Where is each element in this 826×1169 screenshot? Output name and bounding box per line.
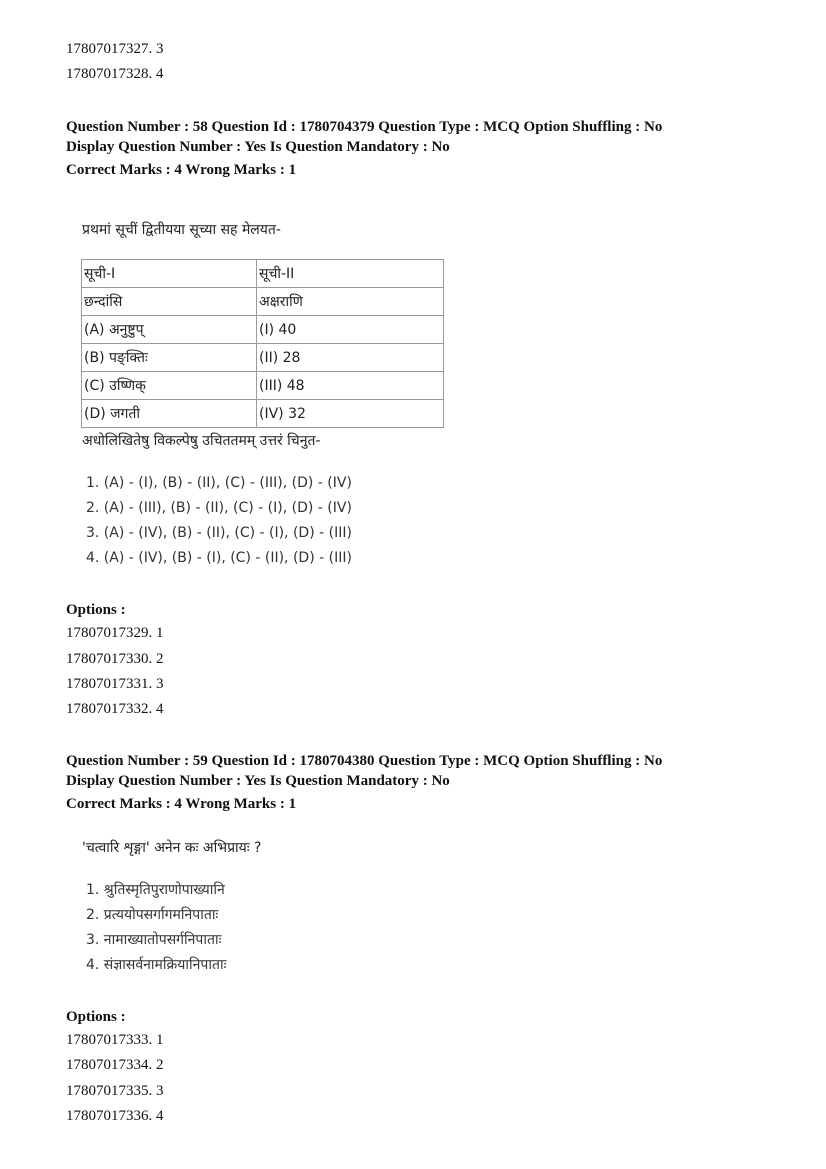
option-row (66, 1083, 164, 1100)
question-58-display-line: Display Question Number : Yes Is Question Mandatory : No (66, 139, 450, 155)
option-id: 17807017328. (66, 66, 153, 82)
option-id: 17807017333. (66, 1032, 153, 1048)
options-label: Options : (66, 602, 126, 618)
option-id: 17807017330. (66, 651, 153, 667)
option-number: 1 (156, 625, 164, 641)
answer-choice: 4. संज्ञासर्वनामक्रियानिपाताः (86, 957, 227, 973)
option-row (66, 41, 164, 58)
table-row (82, 260, 444, 288)
options-label: Options : (66, 1009, 126, 1025)
table-cell: (B) पङ्क्तिः (82, 344, 257, 372)
option-id: 17807017334. (66, 1057, 153, 1073)
option-row (66, 1032, 164, 1049)
question-58-instruction: अधोलिखितेषु विकल्पेषु उचिततमम् उत्तरं चिनुत- (82, 433, 321, 449)
question-59-header: Question Number : 59 Question Id : 1780704380 Question Type : MCQ Option Shuffling : No (66, 753, 663, 769)
table-cell: (I) 40 (257, 316, 444, 344)
table-cell: सूची-I (82, 260, 257, 288)
option-number: 3 (156, 41, 164, 57)
answer-choice: 1. श्रुतिस्मृतिपुराणोपाख्यानि (86, 882, 225, 898)
table-cell: (A) अनुष्टुप् (82, 316, 257, 344)
question-58-prompt: प्रथमां सूचीं द्वितीयया सूच्या सह मेलयत- (82, 222, 281, 238)
question-59-prompt: 'चत्वारि शृङ्गा' अनेन कः अभिप्रायः ? (82, 840, 262, 856)
option-number: 2 (156, 1057, 164, 1073)
question-59-marks: Correct Marks : 4 Wrong Marks : 1 (66, 796, 297, 812)
table-cell: अक्षराणि (257, 288, 444, 316)
table-cell: छन्दांसि (82, 288, 257, 316)
option-id: 17807017335. (66, 1083, 153, 1099)
option-row (66, 625, 164, 642)
option-id: 17807017332. (66, 701, 153, 717)
option-number: 2 (156, 651, 164, 667)
option-number: 3 (156, 676, 164, 692)
option-row (66, 1057, 164, 1074)
table-row (82, 316, 444, 344)
table-row (82, 372, 444, 400)
option-number: 4 (156, 701, 164, 717)
question-58-header: Question Number : 58 Question Id : 1780704379 Question Type : MCQ Option Shuffling : No (66, 119, 663, 135)
option-row (66, 676, 164, 693)
table-cell: (D) जगती (82, 400, 257, 428)
option-number: 4 (156, 1108, 164, 1124)
match-table (81, 259, 444, 428)
table-cell: सूची-II (257, 260, 444, 288)
option-id: 17807017336. (66, 1108, 153, 1124)
answer-choice: 3. नामाख्यातोपसर्गनिपाताः (86, 932, 222, 948)
option-row (66, 701, 164, 718)
option-number: 1 (156, 1032, 164, 1048)
table-cell: (II) 28 (257, 344, 444, 372)
option-number: 3 (156, 1083, 164, 1099)
table-cell: (IV) 32 (257, 400, 444, 428)
table-cell: (C) उष्णिक् (82, 372, 257, 400)
option-id: 17807017331. (66, 676, 153, 692)
option-row (66, 651, 164, 668)
table-cell: (III) 48 (257, 372, 444, 400)
option-number: 4 (156, 66, 164, 82)
answer-choice: 4. (A) - (IV), (B) - (I), (C) - (II), (D) - (III) (86, 550, 352, 566)
table-row (82, 288, 444, 316)
option-row (66, 66, 164, 83)
table-row (82, 400, 444, 428)
question-59-display-line: Display Question Number : Yes Is Question Mandatory : No (66, 773, 450, 789)
option-id: 17807017327. (66, 41, 153, 57)
question-58-marks: Correct Marks : 4 Wrong Marks : 1 (66, 162, 297, 178)
answer-choice: 2. (A) - (III), (B) - (II), (C) - (I), (D) - (IV) (86, 500, 352, 516)
option-row (66, 1108, 164, 1125)
option-id: 17807017329. (66, 625, 153, 641)
table-row (82, 344, 444, 372)
answer-choice: 2. प्रत्ययोपसर्गागमनिपाताः (86, 907, 219, 923)
answer-choice: 1. (A) - (I), (B) - (II), (C) - (III), (D) - (IV) (86, 475, 352, 491)
answer-choice: 3. (A) - (IV), (B) - (II), (C) - (I), (D) - (III) (86, 525, 352, 541)
